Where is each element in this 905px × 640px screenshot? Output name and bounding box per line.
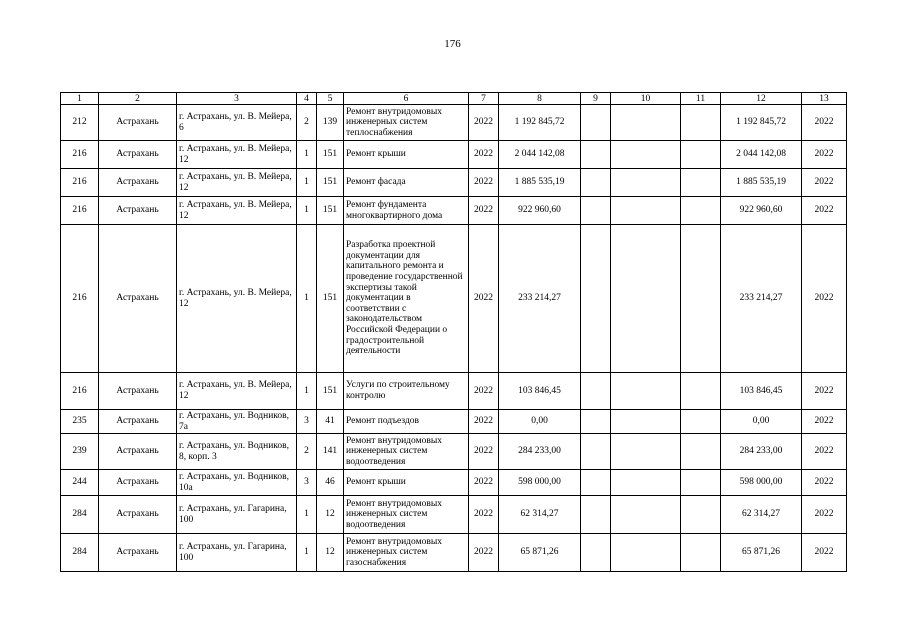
cell-id: 212 [61, 105, 99, 141]
cell-year: 2022 [469, 141, 499, 169]
cell-col13: 2022 [802, 373, 847, 410]
table-row [61, 434, 847, 470]
cell-col13: 2022 [802, 225, 847, 373]
cell-col5: 151 [317, 197, 344, 225]
cell-col13: 2022 [802, 141, 847, 169]
cell-col9 [581, 225, 611, 373]
cell-year: 2022 [469, 105, 499, 141]
cell-col5: 139 [317, 105, 344, 141]
cell-id: 216 [61, 225, 99, 373]
column-header: 11 [681, 93, 721, 105]
cell-address: г. Астрахань, ул. В. Мейера, 12 [177, 141, 297, 169]
cell-col13: 2022 [802, 105, 847, 141]
cell-col5: 151 [317, 373, 344, 410]
cell-year: 2022 [469, 169, 499, 197]
cell-col12: 1 885 535,19 [721, 169, 802, 197]
cell-col11 [681, 225, 721, 373]
cell-cost: 65 871,26 [499, 534, 581, 572]
table-row [61, 496, 847, 534]
cell-col12: 65 871,26 [721, 534, 802, 572]
cell-col12: 598 000,00 [721, 470, 802, 496]
cell-col11 [681, 373, 721, 410]
cell-cost: 922 960,60 [499, 197, 581, 225]
table-row [61, 373, 847, 410]
cell-col12: 62 314,27 [721, 496, 802, 534]
cell-year: 2022 [469, 496, 499, 534]
cell-year: 2022 [469, 434, 499, 470]
cell-cost: 1 885 535,19 [499, 169, 581, 197]
cell-id: 284 [61, 496, 99, 534]
cell-city: Астрахань [99, 105, 177, 141]
cell-col11 [681, 434, 721, 470]
cell-col9 [581, 105, 611, 141]
cell-col9 [581, 197, 611, 225]
cell-col9 [581, 169, 611, 197]
cell-col11 [681, 197, 721, 225]
cell-col5: 151 [317, 141, 344, 169]
column-header: 13 [802, 93, 847, 105]
cell-col10 [611, 373, 681, 410]
page-number: 176 [444, 38, 461, 50]
cell-col11 [681, 105, 721, 141]
cell-col12: 233 214,27 [721, 225, 802, 373]
cell-id: 235 [61, 410, 99, 434]
cell-address: г. Астрахань, ул. В. Мейера, 6 [177, 105, 297, 141]
cell-col4: 1 [297, 496, 317, 534]
cell-col9 [581, 373, 611, 410]
cell-col4: 3 [297, 410, 317, 434]
cell-col11 [681, 470, 721, 496]
cell-work-type: Ремонт фундамента многоквартирного дома [344, 197, 469, 225]
cell-year: 2022 [469, 410, 499, 434]
cell-col4: 1 [297, 197, 317, 225]
cell-cost: 233 214,27 [499, 225, 581, 373]
column-header: 1 [61, 93, 99, 105]
cell-cost: 0,00 [499, 410, 581, 434]
cell-year: 2022 [469, 373, 499, 410]
cell-cost: 62 314,27 [499, 496, 581, 534]
cell-col5: 12 [317, 534, 344, 572]
cell-col9 [581, 141, 611, 169]
table-row [61, 410, 847, 434]
cell-id: 216 [61, 169, 99, 197]
cell-year: 2022 [469, 197, 499, 225]
cell-col9 [581, 496, 611, 534]
table-row [61, 534, 847, 572]
column-header: 7 [469, 93, 499, 105]
column-header: 10 [611, 93, 681, 105]
table-row [61, 225, 847, 373]
cell-col12: 284 233,00 [721, 434, 802, 470]
cell-col11 [681, 410, 721, 434]
cell-city: Астрахань [99, 169, 177, 197]
cell-col5: 46 [317, 470, 344, 496]
cell-id: 216 [61, 141, 99, 169]
cell-address: г. Астрахань, ул. Гагарина, 100 [177, 496, 297, 534]
cell-cost: 2 044 142,08 [499, 141, 581, 169]
cell-work-type: Ремонт крыши [344, 141, 469, 169]
table-row [61, 105, 847, 141]
cell-cost: 598 000,00 [499, 470, 581, 496]
cell-address: г. Астрахань, ул. В. Мейера, 12 [177, 197, 297, 225]
column-header: 2 [99, 93, 177, 105]
cell-col4: 2 [297, 434, 317, 470]
cell-work-type: Ремонт внутридомовых инженерных систем водоотведения [344, 496, 469, 534]
cell-col10 [611, 169, 681, 197]
cell-work-type: Ремонт подъездов [344, 410, 469, 434]
table-row [61, 470, 847, 496]
cell-address: г. Астрахань, ул. Водников, 10а [177, 470, 297, 496]
cell-city: Астрахань [99, 373, 177, 410]
cell-col5: 151 [317, 169, 344, 197]
cell-city: Астрахань [99, 197, 177, 225]
cell-col9 [581, 470, 611, 496]
cell-cost: 284 233,00 [499, 434, 581, 470]
column-header: 9 [581, 93, 611, 105]
cell-work-type: Разработка проектной документации для капитального ремонта и проведение государственной экспертизы такой документации в соответствии с законодательством Российской Федерации о градостроительной деятельности [344, 225, 469, 373]
cell-col5: 41 [317, 410, 344, 434]
cell-col10 [611, 434, 681, 470]
cell-col9 [581, 410, 611, 434]
column-header: 4 [297, 93, 317, 105]
cell-col4: 1 [297, 225, 317, 373]
cell-address: г. Астрахань, ул. Водников, 7а [177, 410, 297, 434]
cell-col4: 1 [297, 373, 317, 410]
cell-col4: 1 [297, 534, 317, 572]
cell-city: Астрахань [99, 496, 177, 534]
cell-col9 [581, 534, 611, 572]
cell-city: Астрахань [99, 434, 177, 470]
cell-col10 [611, 197, 681, 225]
cell-col10 [611, 534, 681, 572]
cell-col10 [611, 141, 681, 169]
cell-col12: 922 960,60 [721, 197, 802, 225]
cell-col9 [581, 434, 611, 470]
cell-address: г. Астрахань, ул. В. Мейера, 12 [177, 225, 297, 373]
table-row [61, 141, 847, 169]
cell-address: г. Астрахань, ул. Гагарина, 100 [177, 534, 297, 572]
cell-city: Астрахань [99, 141, 177, 169]
cell-col4: 1 [297, 169, 317, 197]
cell-col13: 2022 [802, 434, 847, 470]
cell-col13: 2022 [802, 197, 847, 225]
cell-address: г. Астрахань, ул. В. Мейера, 12 [177, 169, 297, 197]
cell-col13: 2022 [802, 534, 847, 572]
cell-id: 239 [61, 434, 99, 470]
cell-col11 [681, 496, 721, 534]
cell-col11 [681, 141, 721, 169]
cell-col13: 2022 [802, 496, 847, 534]
column-header: 8 [499, 93, 581, 105]
cell-col12: 103 846,45 [721, 373, 802, 410]
cell-city: Астрахань [99, 534, 177, 572]
column-header: 6 [344, 93, 469, 105]
cell-work-type: Услуги по строительному контролю [344, 373, 469, 410]
cell-col12: 0,00 [721, 410, 802, 434]
cell-col13: 2022 [802, 169, 847, 197]
cell-col13: 2022 [802, 470, 847, 496]
cell-col12: 1 192 845,72 [721, 105, 802, 141]
cell-cost: 1 192 845,72 [499, 105, 581, 141]
column-header: 12 [721, 93, 802, 105]
cell-year: 2022 [469, 534, 499, 572]
cell-col5: 151 [317, 225, 344, 373]
table-row [61, 169, 847, 197]
cell-col4: 3 [297, 470, 317, 496]
cell-work-type: Ремонт крыши [344, 470, 469, 496]
cell-cost: 103 846,45 [499, 373, 581, 410]
cell-year: 2022 [469, 225, 499, 373]
cell-col5: 12 [317, 496, 344, 534]
cell-work-type: Ремонт внутридомовых инженерных систем водоотведения [344, 434, 469, 470]
cell-work-type: Ремонт внутридомовых инженерных систем газоснабжения [344, 534, 469, 572]
cell-col11 [681, 534, 721, 572]
column-header: 5 [317, 93, 344, 105]
header-row [61, 93, 847, 105]
cell-work-type: Ремонт внутридомовых инженерных систем теплоснабжения [344, 105, 469, 141]
cell-address: г. Астрахань, ул. Водников, 8, корп. 3 [177, 434, 297, 470]
cell-col4: 2 [297, 105, 317, 141]
cell-col10 [611, 496, 681, 534]
cell-col10 [611, 410, 681, 434]
table-row [61, 197, 847, 225]
cell-city: Астрахань [99, 225, 177, 373]
cell-col12: 2 044 142,08 [721, 141, 802, 169]
cell-id: 216 [61, 373, 99, 410]
cell-year: 2022 [469, 470, 499, 496]
cell-col10 [611, 225, 681, 373]
column-header: 3 [177, 93, 297, 105]
cell-col11 [681, 169, 721, 197]
cell-id: 244 [61, 470, 99, 496]
cell-col13: 2022 [802, 410, 847, 434]
cell-id: 216 [61, 197, 99, 225]
cell-col5: 141 [317, 434, 344, 470]
cell-work-type: Ремонт фасада [344, 169, 469, 197]
cell-col4: 1 [297, 141, 317, 169]
repair-program-table [60, 92, 847, 572]
cell-id: 284 [61, 534, 99, 572]
cell-city: Астрахань [99, 410, 177, 434]
cell-city: Астрахань [99, 470, 177, 496]
cell-col10 [611, 470, 681, 496]
cell-address: г. Астрахань, ул. В. Мейера, 12 [177, 373, 297, 410]
cell-col10 [611, 105, 681, 141]
